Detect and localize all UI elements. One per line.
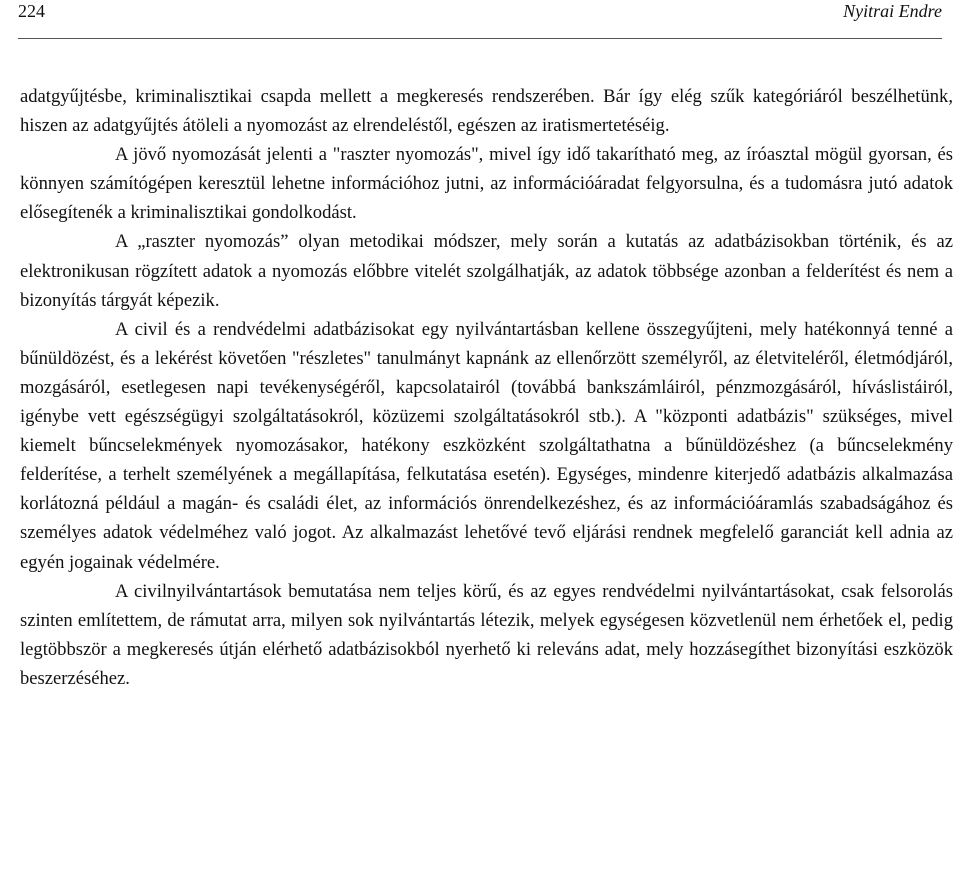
paragraph-raszter-future: A jövő nyomozását jelenti a "raszter nyomozás", mivel így idő takarítható meg, az íróasztal mögül gyorsan, és könnyen számítógépen keresztül lehetne információhoz jutni, az információáradat felgyorsulna, és a tudomásra jutó adatok elősegítenék a kriminalisztikai gondolkodást. [20, 144, 953, 224]
body-text [20, 82, 953, 693]
page-number: 224 [18, 1, 45, 21]
paragraph-central-database: A civil és a rendvédelmi adatbázisokat egy nyilvántartásban kellene összegyűjteni, mely hatékonnyá tenné a bűnüldözést, és a lekérést követően "részletes" tanulmányt kapnánk az ellenőrzött személyről, az életviteléről, életmódjáról, mozgásáról, esetlegesen napi tevékenységéről, kapcsolatairól (továbbá bankszámláiról, pénzmozgásáról, híváslistáiról, igénybe vett egészségügyi szolgáltatásokról, közüzemi szolgáltatásokról stb.). A "központi adatbázis" szükséges, mivel kiemelt bűncselekmények nyomozásakor, hatékony eszközként szolgáltathatna a bűnüldözéshez (a bűncselekmény felderítése, a terhelt személyének a megállapítása, felkutatása esetén). Egységes, mindenre kiterjedő adatbázis alkalmazása korlátozná például a magán- és családi élet, az információs önrendelkezéshez, és az információáramlás szabadságához és személyes adatok védelméhez való jogot. Az alkalmazást lehetővé tevő eljárási rendnek megfelelő garanciát kell adnia az egyén jogainak védelmére. [20, 318, 953, 573]
running-head-author: Nyitrai Endre [843, 1, 942, 21]
paragraph-raszter-definition: A „raszter nyomozás” olyan metodikai módszer, mely során a kutatás az adatbázisokban történik, és az elektronikusan rögzített adatok a nyomozás előbbre vitelét szolgálhatják, az adatok többsége azonban a felderítést és nem a bizonyítás tárgyát képezik. [20, 231, 953, 311]
paragraph-continuation: adatgyűjtésbe, kriminalisztikai csapda mellett a megkeresés rendszerében. Bár így elég szűk kategóriáról beszélhetünk, hiszen az adatgyűjtés átöleli a nyomozást az elrendeléstől, egészen az iratismertetéséig. [20, 86, 953, 137]
paragraph-civil-registries: A civilnyilvántartások bemutatása nem teljes körű, és az egyes rendvédelmi nyilvántartásokat, csak felsorolás szinten említettem, de rámutat arra, milyen sok nyilvántartás létezik, melyek egységesen közvetlenül nem érhetőek el, pedig legtöbbször a megkeresés útján elérhető adatbázisokból nyerhető ki releváns adat, mely hozzásegíthet bizonyítási eszközök beszerzéséhez. [20, 580, 953, 689]
page-header [18, 0, 942, 39]
